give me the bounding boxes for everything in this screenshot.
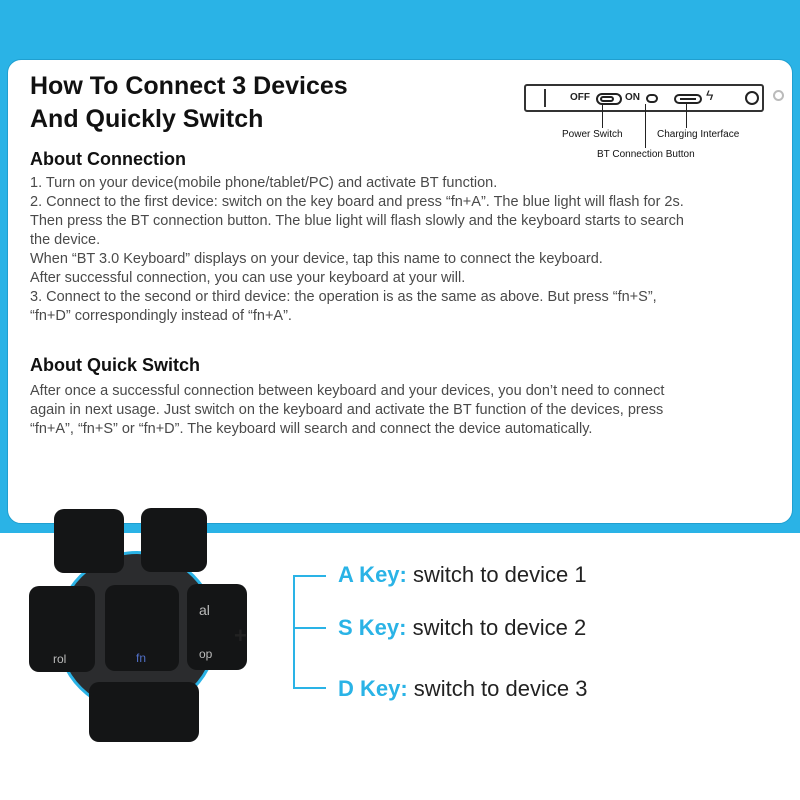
- a-key-line: [338, 562, 587, 588]
- charging-callout: [686, 104, 687, 128]
- connection-line: 2. Connect to the first device: switch on the key board and press “fn+A”. The blue light will flash for 2s.: [30, 194, 684, 210]
- title-line-2: And Quickly Switch: [30, 105, 264, 133]
- connection-line: When “BT 3.0 Keyboard” displays on your device, tap this name to connect the keyboard.: [30, 251, 603, 267]
- keycap: [89, 682, 199, 742]
- power-switch-icon: [596, 93, 622, 105]
- indicator-dot-icon: [773, 90, 784, 101]
- connection-line: the device.: [30, 232, 101, 248]
- power-switch-label: Power Switch: [562, 129, 623, 140]
- s-key-line: [338, 615, 586, 641]
- keycap: [54, 509, 124, 573]
- s-key-desc: switch to device 2: [406, 615, 587, 640]
- lightning-bolt-icon: ϟ: [706, 87, 714, 103]
- keyboard-side-diagram: [520, 78, 790, 168]
- connection-line: Then press the BT connection button. The blue light will flash slowly and the keyboard starts to search: [30, 213, 684, 229]
- keyboard-edge-line: [544, 89, 546, 107]
- charging-port-icon: [674, 94, 702, 104]
- connection-line: 3. Connect to the second or third device: the operation is as the same as above. But press “fn+S”,: [30, 289, 657, 305]
- off-label: OFF: [570, 92, 590, 103]
- connection-body: [30, 174, 775, 326]
- bt-button-callout: [645, 104, 646, 148]
- d-key-name: D Key:: [338, 676, 408, 701]
- bracket-tick: [293, 575, 326, 577]
- keyboard-side-outline: [524, 84, 764, 112]
- title-line-1: How To Connect 3 Devices: [30, 72, 348, 100]
- quick-switch-line: “fn+A”, “fn+S” or “fn+D”. The keyboard will search and connect the device automatically.: [30, 421, 593, 437]
- quick-switch-line: again in next usage. Just switch on the keyboard and activate the BT function of the devices, press: [30, 402, 664, 418]
- power-switch-callout: [602, 104, 603, 128]
- connection-heading: About Connection: [30, 149, 186, 169]
- option-key-label: op: [199, 647, 213, 661]
- bracket-tick: [293, 687, 326, 689]
- a-key-name: A Key:: [338, 562, 407, 587]
- plus-sign: +: [234, 623, 247, 648]
- alt-key-label: al: [199, 602, 210, 618]
- connection-line: 1. Turn on your device(mobile phone/tablet/PC) and activate BT function.: [30, 175, 498, 191]
- bt-button-icon: [646, 94, 658, 103]
- connection-line: “fn+D” correspondingly instead of “fn+A”.: [30, 308, 292, 324]
- quick-switch-heading: About Quick Switch: [30, 355, 201, 375]
- keycap: [141, 508, 207, 572]
- connection-line: After successful connection, you can use your keyboard at your will.: [30, 270, 466, 286]
- bt-button-label: BT Connection Button: [597, 149, 695, 160]
- s-key-name: S Key:: [338, 615, 407, 640]
- legend-bracket: [293, 575, 295, 689]
- control-key-label: rol: [53, 652, 67, 666]
- switch-knob-icon: [600, 96, 614, 102]
- quick-switch-line: After once a successful connection between keyboard and your devices, you don’t need to connect: [30, 383, 665, 399]
- a-key-desc: switch to device 1: [406, 562, 587, 587]
- quick-switch-body: [30, 382, 775, 439]
- bracket-tick: [293, 627, 326, 629]
- d-key-desc: switch to device 3: [407, 676, 588, 701]
- charging-interface-label: Charging Interface: [657, 129, 740, 140]
- indicator-light-icon: [745, 91, 759, 105]
- on-label: ON: [625, 92, 640, 103]
- charging-port-slot: [680, 98, 696, 100]
- fn-key-label: fn: [136, 651, 147, 665]
- fn-key-photo: [53, 551, 218, 713]
- page-title: [30, 70, 510, 136]
- d-key-line: [338, 676, 587, 702]
